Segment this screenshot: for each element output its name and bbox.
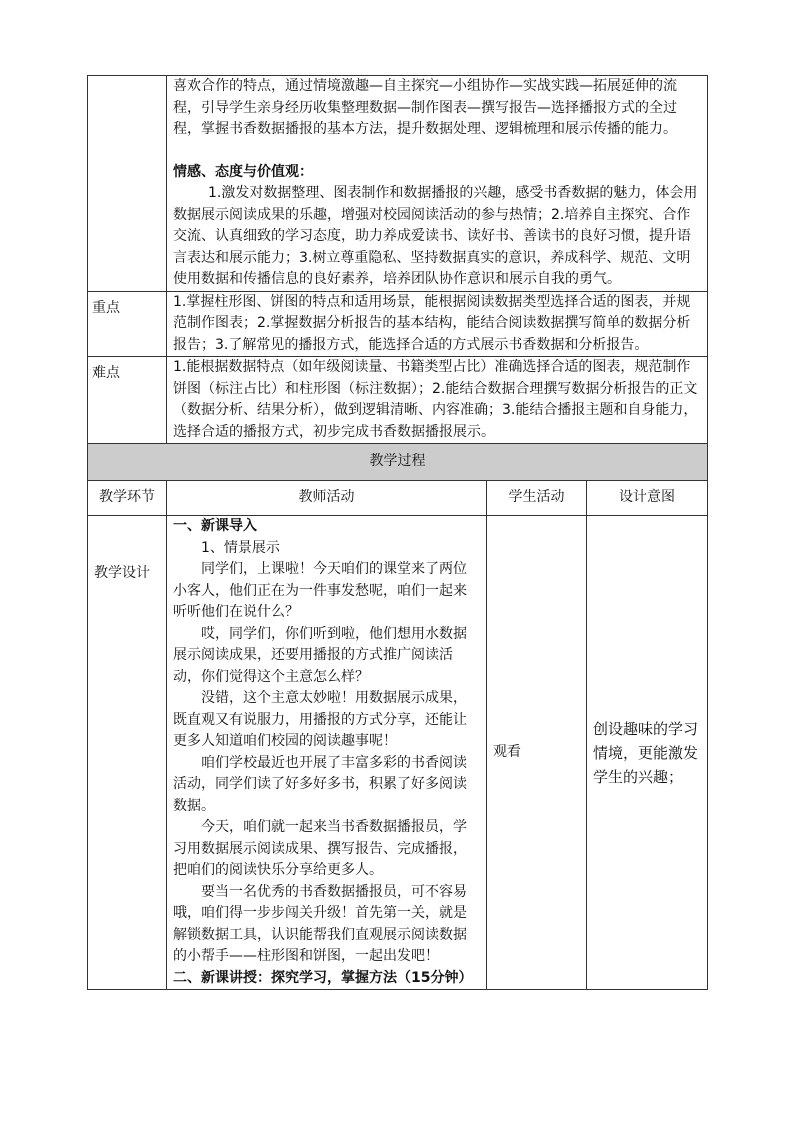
affective-heading: 情感、态度与价值观： (173, 163, 313, 180)
objectives-row (88, 76, 708, 292)
stage-cell (88, 516, 167, 990)
key-points-label: 重点 (88, 291, 167, 357)
header-teacher: 教师活动 (167, 481, 487, 516)
header-stage: 教学环节 (88, 481, 167, 516)
teacher-paragraph-1: 同学们，上课啦！今天咱们的课堂来了两位小客人，他们正在为一件事发愁呢，咱们一起来听听他们在说什么？ (173, 561, 467, 620)
section1-title: 一、新课导入 (173, 518, 257, 534)
student-activity: 观看 (493, 743, 521, 760)
teacher-paragraph-2: 哎，同学们，你们听到啦，他们想用水数据展示阅读成果，还要用播报的方式推广阅读活动，你们觉得这个主意怎么样？ (173, 625, 467, 685)
objectives-cell (167, 76, 708, 292)
objectives-label-cell (88, 76, 167, 292)
key-points-text: 1.掌握柱形图、饼图的特点和适用场景，能根据阅读数据类型选择合适的图表，并规范制作图表；2.掌握数据分析报告的基本结构，能结合阅读数据撰写简单的数据分析报告；3.了解常见的播报方式，能选择合适的方式展示书香数据和分析报告。 (167, 291, 708, 357)
process-banner: 教学过程 (88, 444, 708, 481)
key-points-row (88, 291, 708, 357)
section2-title: 二、新课讲授：探究学习，掌握方法（15分钟） (173, 969, 473, 986)
process-banner-row (88, 444, 708, 481)
design-intent-cell (587, 516, 708, 990)
header-student: 学生活动 (487, 481, 587, 516)
lesson-plan-table (87, 75, 708, 990)
affective-paragraph: 1.激发对数据整理、图表制作和数据播报的兴趣，感受书香数据的魅力，体会用数据展示阅读成果的乐趣，增强对校园阅读活动的参与热情；2.培养自主探究、合作交流、认真细致的学习态度，助力养成爱读书、读好书、善读书的良好习惯，提升语言表达和展示能力；3.树立尊重隐私、坚持数据真实的意识，养成科学、规范、文明使用数据和传播信息的良好素养，培养团队协作意识和展示自我的勇气。 (173, 185, 698, 287)
process-paragraph: 喜欢合作的特点，通过情境激趣—自主探究—小组协作—实战实践—拓展延伸的流程，引导学生亲身经历收集整理数据—制作图表—撰写报告—选择播报方式的全过程，掌握书香数据播报的基本方法，提升数据处理、逻辑梳理和展示传播的能力。 (173, 78, 677, 137)
spacer (173, 141, 701, 162)
difficulties-label: 难点 (88, 357, 167, 444)
design-intent: 创设趣味的学习情境，更能激发学生的兴趣； (593, 719, 699, 786)
teacher-paragraph-5: 今天，咱们就一起来当书香数据播报员，学习用数据展示阅读成果、撰写报告、完成播报，把咱们的阅读快乐分享给更多人。 (173, 819, 467, 878)
difficulties-text: 1.能根据数据特点（如年级阅读量、书籍类型占比）准确选择合适的图表，规范制作饼图（标注占比）和柱形图（标注数据）；2.能结合数据合理撰写数据分析报告的正文（数据分析、结果分析），做到逻辑清晰、内容准确；3.能结合播报主题和自身能力，选择合适的播报方式，初步完成书香数据播报展示。 (167, 357, 708, 444)
subsection-title: 1、情景展示 (201, 539, 280, 556)
difficulties-row (88, 357, 708, 444)
process-row (88, 516, 708, 990)
teacher-paragraph-6: 要当一名优秀的书香数据播报员，可不容易哦，咱们得一步步闯关升级！首先第一关，就是解锁数据工具，认识能帮我们直观展示阅读数据的小帮手——柱形图和饼图，一起出发吧！ (173, 883, 467, 964)
teacher-activity-cell (167, 516, 487, 990)
teacher-paragraph-4: 咱们学校最近也开展了丰富多彩的书香阅读活动，同学们读了好多好多书，积累了好多阅读数据。 (173, 754, 467, 814)
teacher-paragraph-3: 没错，这个主意太妙啦！用数据展示成果，既直观又有说服力，用播报的方式分享，还能让更多人知道咱们校园的阅读趣事呢！ (173, 690, 467, 749)
stage-label: 教学设计 (94, 565, 150, 581)
header-intent: 设计意图 (587, 481, 708, 516)
process-header-row (88, 481, 708, 516)
student-activity-cell (487, 516, 587, 990)
